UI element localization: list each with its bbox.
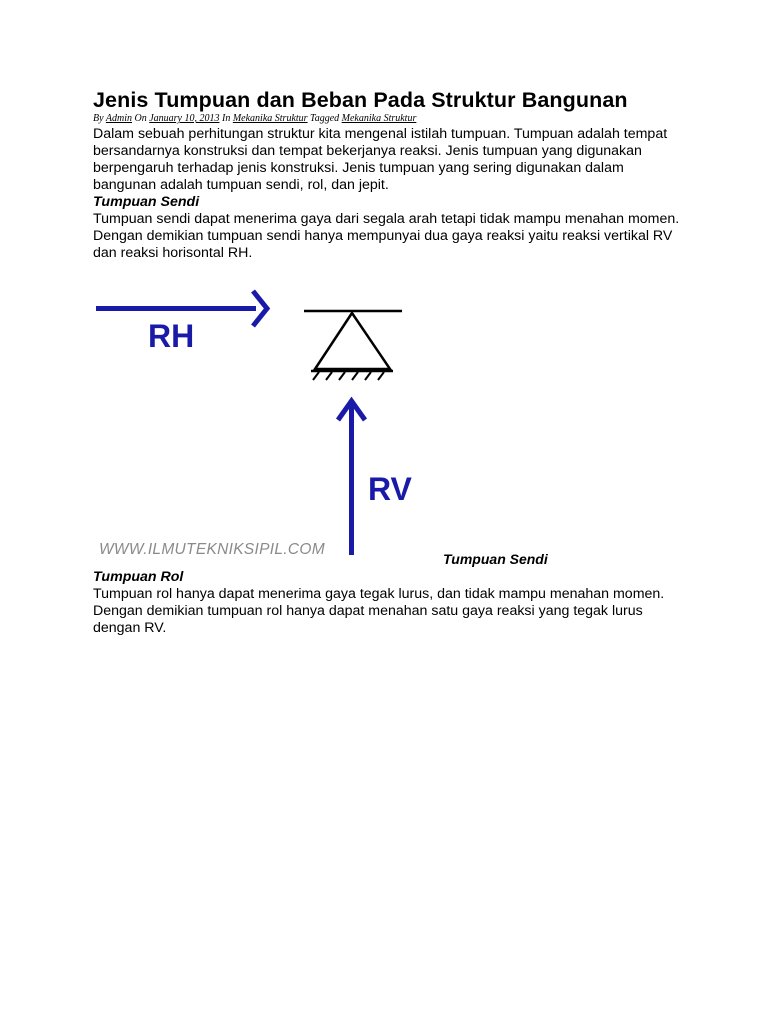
hinge-triangle	[315, 313, 390, 369]
article	[93, 88, 683, 262]
meta-by: By	[93, 113, 106, 124]
rol-heading: Tumpuan Rol	[93, 569, 184, 585]
date-link[interactable]: January 10, 2013	[149, 113, 220, 124]
watermark-text: WWW.ILMUTEKNIKSIPIL.COM	[99, 541, 325, 558]
sendi-paragraph: Tumpuan sendi dapat menerima gaya dari segala arah tetapi tidak mampu menahan momen. Dengan demikian tumpuan sendi hanya mempunyai dua gaya reaksi yaitu reaksi vertikal RV dan reaksi horisontal RH.	[93, 211, 680, 261]
post-meta	[93, 113, 683, 124]
hinge-support-symbol	[304, 311, 402, 380]
rol-section	[93, 569, 693, 637]
rv-arrow-shaft	[349, 405, 354, 555]
rv-arrow	[338, 401, 365, 555]
intro-paragraph: Dalam sebuah perhitungan struktur kita mengenal istilah tumpuan. Tumpuan adalah tempat bersandarnya konstruksi dan tempat bekerjanya reaksi. Jenis tumpuan yang digunakan berpengaruh terhadap jenis konstruksi. Jenis tumpuan yang sering digunakan dalam bangunan adalah tumpuan sendi, rol, dan jepit.	[93, 126, 668, 193]
ground-hatching	[313, 372, 384, 380]
figure-caption: Tumpuan Sendi	[443, 551, 548, 567]
sendi-heading: Tumpuan Sendi	[93, 194, 200, 210]
meta-in: In	[219, 113, 233, 124]
hinge-support-diagram	[93, 275, 573, 565]
rh-label: RH	[148, 318, 195, 354]
rol-paragraph: Tumpuan rol hanya dapat menerima gaya tegak lurus, dan tidak mampu menahan momen. Dengan demikian tumpuan rol hanya dapat menahan satu gaya reaksi yang tegak lurus dengan RV.	[93, 586, 665, 636]
page-title: Jenis Tumpuan dan Beban Pada Struktur Bangunan	[93, 88, 628, 112]
meta-on: On	[131, 113, 150, 124]
author-link[interactable]: Admin	[105, 113, 132, 124]
rh-arrow-shaft	[96, 306, 256, 311]
meta-tagged: Tagged	[307, 113, 342, 124]
tag-link[interactable]: Mekanika Struktur	[341, 113, 417, 124]
rv-label: RV	[368, 471, 412, 507]
category-link[interactable]: Mekanika Struktur	[232, 113, 308, 124]
hinge-support-svg	[93, 275, 573, 565]
